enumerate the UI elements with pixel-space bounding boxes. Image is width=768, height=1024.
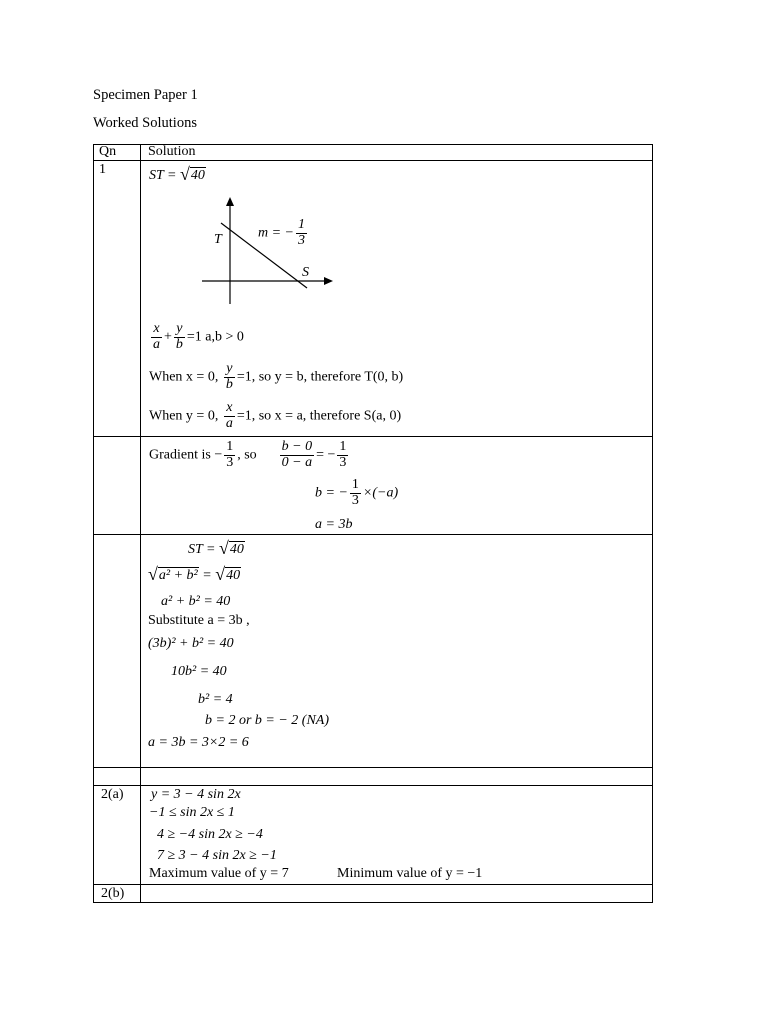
question-number: 2(b) bbox=[101, 886, 125, 901]
b-squared-line: b² = 4 bbox=[198, 692, 233, 707]
row-divider bbox=[93, 884, 653, 885]
solutions-table bbox=[93, 144, 653, 903]
a-equals-3b: a = 3b bbox=[315, 517, 353, 532]
sqrt-equation: √a² + b² = √40 bbox=[148, 564, 241, 584]
b-values-line: b = 2 or b = − 2 (NA) bbox=[205, 713, 330, 728]
q2a-line-4: 7 ≥ 3 − 4 sin 2x ≥ −1 bbox=[157, 848, 277, 863]
column-divider bbox=[140, 144, 141, 903]
when-x-zero-line: When x = 0, $\frac{y}{b}$ =1, so y = b, therefore T(0, b) bbox=[149, 361, 404, 392]
ten-b-squared-line: 10b² = 40 bbox=[171, 664, 227, 679]
sum-squares-line: a² + b² = 40 bbox=[161, 594, 231, 609]
b-equation: b = − $\frac{1}{3}$ ×(−a) bbox=[315, 477, 399, 508]
paper-subtitle: Worked Solutions bbox=[93, 115, 197, 131]
maximum-value: Maximum value of y = 7 bbox=[149, 866, 289, 881]
table-border-left bbox=[93, 144, 94, 903]
minimum-value: Minimum value of y = −1 bbox=[337, 866, 483, 881]
intercept-form: $\frac{x}{a}$ + $\frac{y}{b}$ =1 a,b > 0 bbox=[153, 321, 244, 352]
substitute-line: Substitute a = 3b , bbox=[148, 613, 250, 628]
column-header-qn: Qn bbox=[99, 144, 117, 159]
question-number: 1 bbox=[99, 162, 106, 177]
st-equation-2: ST = √40 bbox=[188, 538, 244, 558]
line-sketch-diagram bbox=[193, 196, 343, 306]
table-border-right bbox=[652, 144, 653, 903]
y-axis-arrow bbox=[226, 197, 234, 206]
sqrt: √40 bbox=[179, 164, 205, 184]
x-axis-arrow bbox=[324, 277, 333, 285]
gradient-line: Gradient is − $\frac{1}{3}$ , so $\frac{b - 0}{0 - a}$ = − $\frac{1}{3}$ bbox=[149, 439, 347, 470]
q2a-line-3: 4 ≥ −4 sin 2x ≥ −4 bbox=[157, 827, 263, 842]
substituted-equation: (3b)² + b² = 40 bbox=[148, 636, 234, 651]
q2a-line-1: y = 3 − 4 sin 2x bbox=[151, 787, 241, 802]
st-equation: ST = √40 bbox=[149, 164, 205, 184]
point-t-label: T bbox=[214, 232, 222, 247]
q2a-line-2: −1 ≤ sin 2x ≤ 1 bbox=[149, 805, 235, 820]
gradient-label: m = − $\frac{1}{3}$ bbox=[258, 217, 306, 248]
point-s-label: S bbox=[302, 265, 309, 280]
table-border-bottom bbox=[93, 902, 653, 903]
column-header-solution: Solution bbox=[148, 144, 196, 159]
table-header-divider bbox=[93, 160, 653, 161]
when-y-zero-line: When y = 0, $\frac{x}{a}$ =1, so x = a, therefore S(a, 0) bbox=[149, 400, 402, 431]
row-divider bbox=[93, 534, 653, 535]
question-number: 2(a) bbox=[101, 787, 124, 802]
paper-title: Specimen Paper 1 bbox=[93, 87, 198, 103]
final-answer-line: a = 3b = 3×2 = 6 bbox=[148, 735, 249, 750]
row-divider bbox=[93, 767, 653, 768]
row-divider bbox=[93, 436, 653, 437]
row-divider bbox=[93, 785, 653, 786]
